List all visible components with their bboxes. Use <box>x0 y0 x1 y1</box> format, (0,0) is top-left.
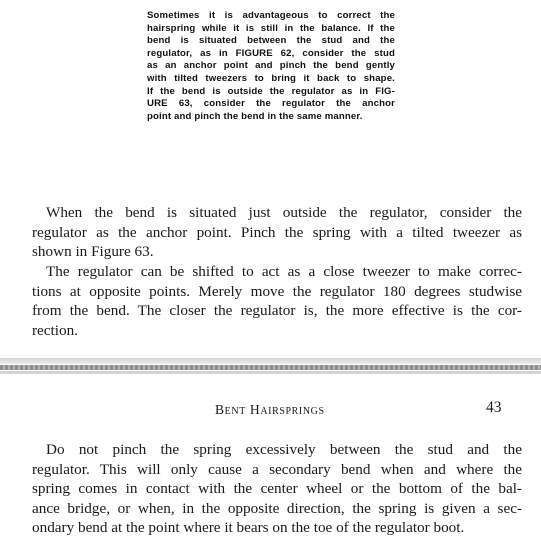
paragraph-line: ondary bend at the point where it bears on the toe of the regulator boot. <box>32 519 465 537</box>
caption-line: hairspring while it is still in the balance. If the <box>147 22 395 34</box>
running-head: Bent Hairsprings <box>215 402 325 417</box>
paragraph-line: regulator. This will only cause a secondary bend when and where the <box>32 460 522 478</box>
paragraph-line: The regulator can be shifted to act as a close tweezer to make correc- <box>46 263 522 280</box>
body-paragraph-2 <box>32 262 522 340</box>
paragraph-line: spring comes in contact with the center wheel or the bottom of the bal- <box>32 480 522 498</box>
page-divider <box>0 358 541 382</box>
paragraph-line: shown in Figure 63. <box>32 243 154 261</box>
paragraph-line: from the bend. The closer the regulator is, the more effective is the cor- <box>32 302 522 320</box>
caption-line: as an anchor point and pinch the bend gently <box>147 60 395 72</box>
divider-shadow <box>0 358 541 364</box>
body-paragraph-3 <box>32 440 522 538</box>
paragraph-line: ance bridge, or when, in the opposite direction, the spring is given a sec- <box>32 499 522 517</box>
paragraph-line: regulator as the anchor point. Pinch the spring with a tilted tweezer as <box>32 223 522 241</box>
page-number: 43 <box>486 399 502 416</box>
caption-line: Sometimes it is advantageous to correct the <box>147 10 395 21</box>
caption-line: regulator, as in FIGURE 62, consider the stud <box>147 47 395 59</box>
paragraph-line: Do not pinch the spring excessively between the stud and the <box>46 441 522 458</box>
paragraph-line: rection. <box>32 321 78 339</box>
body-paragraph-1 <box>32 203 522 262</box>
caption-line: point and pinch the bend in the same manner. <box>147 110 363 122</box>
caption-line: If the bend is outside the regulator as in FIG- <box>147 85 395 97</box>
caption-line: URE 63, consider the regulator the anchor <box>147 98 395 110</box>
paragraph-line: When the bend is situated just outside the regulator, consider the <box>46 204 522 221</box>
divider-edge <box>0 371 541 374</box>
figure-caption <box>147 10 395 123</box>
caption-line: bend is situated between the stud and the <box>147 35 395 47</box>
caption-line: with tilted tweezers to bring it back to shape. <box>147 72 395 84</box>
divider-rule <box>0 365 541 370</box>
paragraph-line: tions at opposite points. Merely move the regulator 180 degrees studwise <box>32 282 522 300</box>
